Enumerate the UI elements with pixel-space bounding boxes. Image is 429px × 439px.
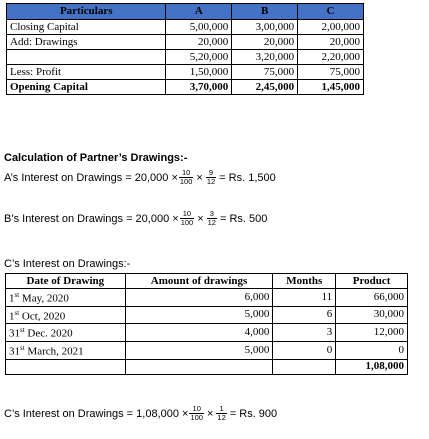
b-times: × xyxy=(197,212,204,225)
cell-c: 2,00,000 xyxy=(298,20,364,35)
cell-b: 3,20,000 xyxy=(232,50,298,65)
header-months: Months xyxy=(273,274,336,289)
c-rate-den: 100 xyxy=(190,413,203,422)
capital-row-opening xyxy=(7,80,364,95)
b-months-den: 12 xyxy=(207,218,216,227)
calc-heading: Calculation of Partner’s Drawings:- xyxy=(4,152,188,164)
product-cell: 12,000 xyxy=(336,324,408,342)
cell-a: 5,20,000 xyxy=(166,50,232,65)
cell-b: 2,45,000 xyxy=(232,80,298,95)
header-a: A xyxy=(166,4,232,20)
cell-a: 1,50,000 xyxy=(166,65,232,80)
drawings-header-row xyxy=(6,274,408,289)
row-label: Add: Drawings xyxy=(7,35,166,50)
row-label: Opening Capital xyxy=(7,80,166,95)
b-result: = Rs. 500 xyxy=(219,212,268,225)
product-cell: 66,000 xyxy=(336,289,408,307)
b-interest-line xyxy=(4,210,269,227)
amount-cell: 5,000 xyxy=(125,341,273,359)
date-cell xyxy=(6,341,126,359)
capital-row xyxy=(7,35,364,50)
a-interest-line xyxy=(4,169,278,186)
empty-cell xyxy=(6,359,126,374)
row-label: Closing Capital xyxy=(7,20,166,35)
c-fraction-months xyxy=(216,405,226,422)
header-c: C xyxy=(298,4,364,20)
a-months-num: 9 xyxy=(206,169,216,178)
amount-cell: 6,000 xyxy=(125,289,273,307)
date-cell xyxy=(6,324,126,342)
drawings-table xyxy=(5,273,408,375)
a-result: = Rs. 1,500 xyxy=(219,171,276,184)
a-rate-num: 10 xyxy=(179,169,194,178)
header-b: B xyxy=(232,4,298,20)
c-months-den: 12 xyxy=(217,413,226,422)
date-cell xyxy=(6,289,126,307)
a-times: × xyxy=(196,171,203,184)
empty-cell xyxy=(273,359,336,374)
empty-cell xyxy=(125,359,273,374)
date-rest: March, 2021 xyxy=(24,345,84,358)
product-cell: 0 xyxy=(336,341,408,359)
cell-a: 20,000 xyxy=(166,35,232,50)
drawings-row xyxy=(6,324,408,342)
cell-c: 20,000 xyxy=(298,35,364,50)
drawings-total-row xyxy=(6,359,408,374)
amount-cell: 4,000 xyxy=(125,324,273,342)
date-cell xyxy=(6,306,126,324)
header-date: Date of Drawing xyxy=(6,274,126,289)
header-particulars: Particulars xyxy=(7,4,166,20)
date-ordinal: st xyxy=(14,308,20,317)
date-day: 31 xyxy=(9,345,20,358)
date-rest: May, 2020 xyxy=(19,292,69,305)
months-cell: 11 xyxy=(273,289,336,307)
date-ordinal: st xyxy=(20,343,25,352)
b-rate-num: 10 xyxy=(180,210,195,219)
months-cell: 3 xyxy=(273,324,336,342)
cell-c: 2,20,000 xyxy=(298,50,364,65)
b-months-num: 3 xyxy=(207,210,217,219)
date-day: 1 xyxy=(9,310,15,323)
capital-row xyxy=(7,20,364,35)
a-months-den: 12 xyxy=(206,177,216,186)
b-fraction-rate xyxy=(180,210,195,227)
date-day: 1 xyxy=(9,292,15,305)
c-fraction-rate xyxy=(189,405,204,422)
b-prefix: B’s Interest on Drawings = 20,000 × xyxy=(4,212,179,225)
cell-a: 5,00,000 xyxy=(166,20,232,35)
b-fraction-months xyxy=(207,210,217,227)
c-prefix: C’s Interest on Drawings = 1,08,000 × xyxy=(4,407,189,420)
row-label xyxy=(7,50,166,65)
b-rate-den: 100 xyxy=(180,218,194,227)
product-cell: 30,000 xyxy=(336,306,408,324)
cell-c: 1,45,000 xyxy=(298,80,364,95)
months-cell: 6 xyxy=(273,306,336,324)
capital-row xyxy=(7,50,364,65)
capital-table xyxy=(6,3,364,95)
a-fraction-months xyxy=(206,169,216,186)
cell-b: 20,000 xyxy=(232,35,298,50)
row-label: Less: Profit xyxy=(7,65,166,80)
c-heading: C’s Interest on Drawings:- xyxy=(4,258,131,270)
c-rate-num: 10 xyxy=(189,405,204,414)
a-prefix: A’s Interest on Drawings = 20,000 × xyxy=(4,171,178,184)
c-result: = Rs. 900 xyxy=(229,407,278,420)
drawings-row xyxy=(6,289,408,307)
c-months-num: 1 xyxy=(216,405,226,414)
drawings-row xyxy=(6,306,408,324)
a-fraction-rate xyxy=(179,169,194,186)
date-day: 31 xyxy=(9,327,20,340)
date-rest: Dec. 2020 xyxy=(24,327,73,340)
capital-row xyxy=(7,65,364,80)
months-cell: 0 xyxy=(273,341,336,359)
cell-b: 75,000 xyxy=(232,65,298,80)
capital-header-row xyxy=(7,4,364,20)
date-ordinal: st xyxy=(14,291,20,299)
cell-b: 3,00,000 xyxy=(232,20,298,35)
cell-c: 75,000 xyxy=(298,65,364,80)
date-rest: Oct, 2020 xyxy=(19,310,66,323)
header-amount: Amount of drawings xyxy=(125,274,273,289)
date-ordinal: st xyxy=(20,326,25,335)
cell-a: 3,70,000 xyxy=(166,80,232,95)
c-times: × xyxy=(206,407,214,420)
header-product: Product xyxy=(336,274,408,289)
a-rate-den: 100 xyxy=(179,177,193,186)
amount-cell: 5,000 xyxy=(125,306,273,324)
product-total: 1,08,000 xyxy=(336,359,408,374)
drawings-row xyxy=(6,341,408,359)
c-interest-line xyxy=(4,405,279,422)
